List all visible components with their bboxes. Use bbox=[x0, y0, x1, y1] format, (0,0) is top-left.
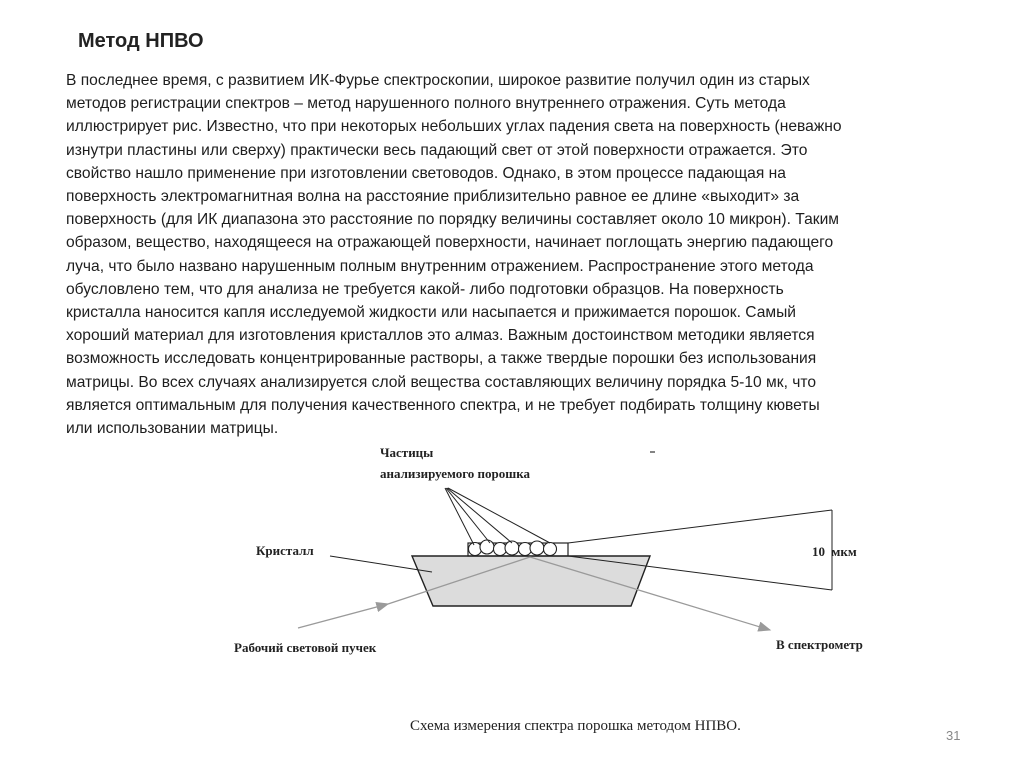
thickness-label: 10 мкм bbox=[812, 544, 857, 559]
paragraph-line: В последнее время, с развитием ИК-Фурье спектроскопии, широкое развитие получил один из старых bbox=[66, 72, 810, 89]
spectrometer-label: В спектрометр bbox=[776, 637, 863, 652]
paragraph-line: иллюстрирует рис. Известно, что при некоторых небольших углах падения света на поверхность (неважно bbox=[66, 118, 842, 136]
paragraph-line: методов регистрации спектров – метод нарушенного полного внутреннего отражения. Суть метода bbox=[66, 95, 786, 113]
crystal-label: Кристалл bbox=[256, 543, 314, 558]
powder-particles bbox=[468, 540, 568, 556]
paragraph-line: свойство нашло применение при изготовлении световодов. Однако, в этом процессе падающая на bbox=[66, 164, 786, 182]
paragraph-line: обусловлено тем, что для анализа не требуется какой- либо подготовки образцов. На поверхность bbox=[66, 280, 784, 298]
paragraph-line: образом, вещество, находящееся на отражающей поверхности, начинает поглощать энергию падающего bbox=[66, 234, 834, 252]
paragraph-line: луча, что было названо нарушенным полным внутренним отражением. Распространение этого метода bbox=[66, 257, 814, 275]
slide-title: Метод НПВО bbox=[78, 30, 204, 52]
paragraph-line: матрицы. Во всех случаях анализируется слой вещества составляющих величину порядка 5-10 мк, что bbox=[66, 373, 817, 391]
paragraph-line: изнутри пластины или сверху) практически весь падающий свет от этой поверхности отражается. Это bbox=[66, 141, 808, 159]
paragraph-line: возможность исследовать концентрированные растворы, а также твердые порошки без использования bbox=[66, 350, 817, 368]
paragraph-line: кристалла наносится капля исследуемой жидкости или насыпается и прижимается порошок. Самый bbox=[66, 304, 797, 322]
crystal-shape bbox=[412, 556, 650, 606]
particles-label-line1: Частицы bbox=[380, 445, 434, 460]
paragraph-line: является оптимальным для получения качественного спектра, и не требует подбирать толщину кюветы bbox=[66, 396, 820, 414]
paragraph-line: поверхность (для ИК диапазона это расстояние по порядку величины составляет около 10 микрон). Таким bbox=[66, 211, 840, 229]
paragraph-line: поверхность электромагнитная волна на расстояние приблизительно равное ее длине «выходит» за bbox=[66, 188, 800, 206]
paragraph-line: хороший материал для изготовления кристаллов это алмаз. Важным достоинством методики является bbox=[66, 327, 815, 345]
particles-label-line2: анализируемого порошка bbox=[380, 466, 531, 481]
page-number: 31 bbox=[946, 728, 961, 743]
particles-leader-lines bbox=[445, 488, 550, 545]
paragraph-line: или использовании матрицы. bbox=[66, 420, 279, 438]
figure-caption: Схема измерения спектра порошка методом НПВО. bbox=[410, 718, 741, 734]
beam-label: Рабочий световой пучек bbox=[234, 640, 377, 655]
